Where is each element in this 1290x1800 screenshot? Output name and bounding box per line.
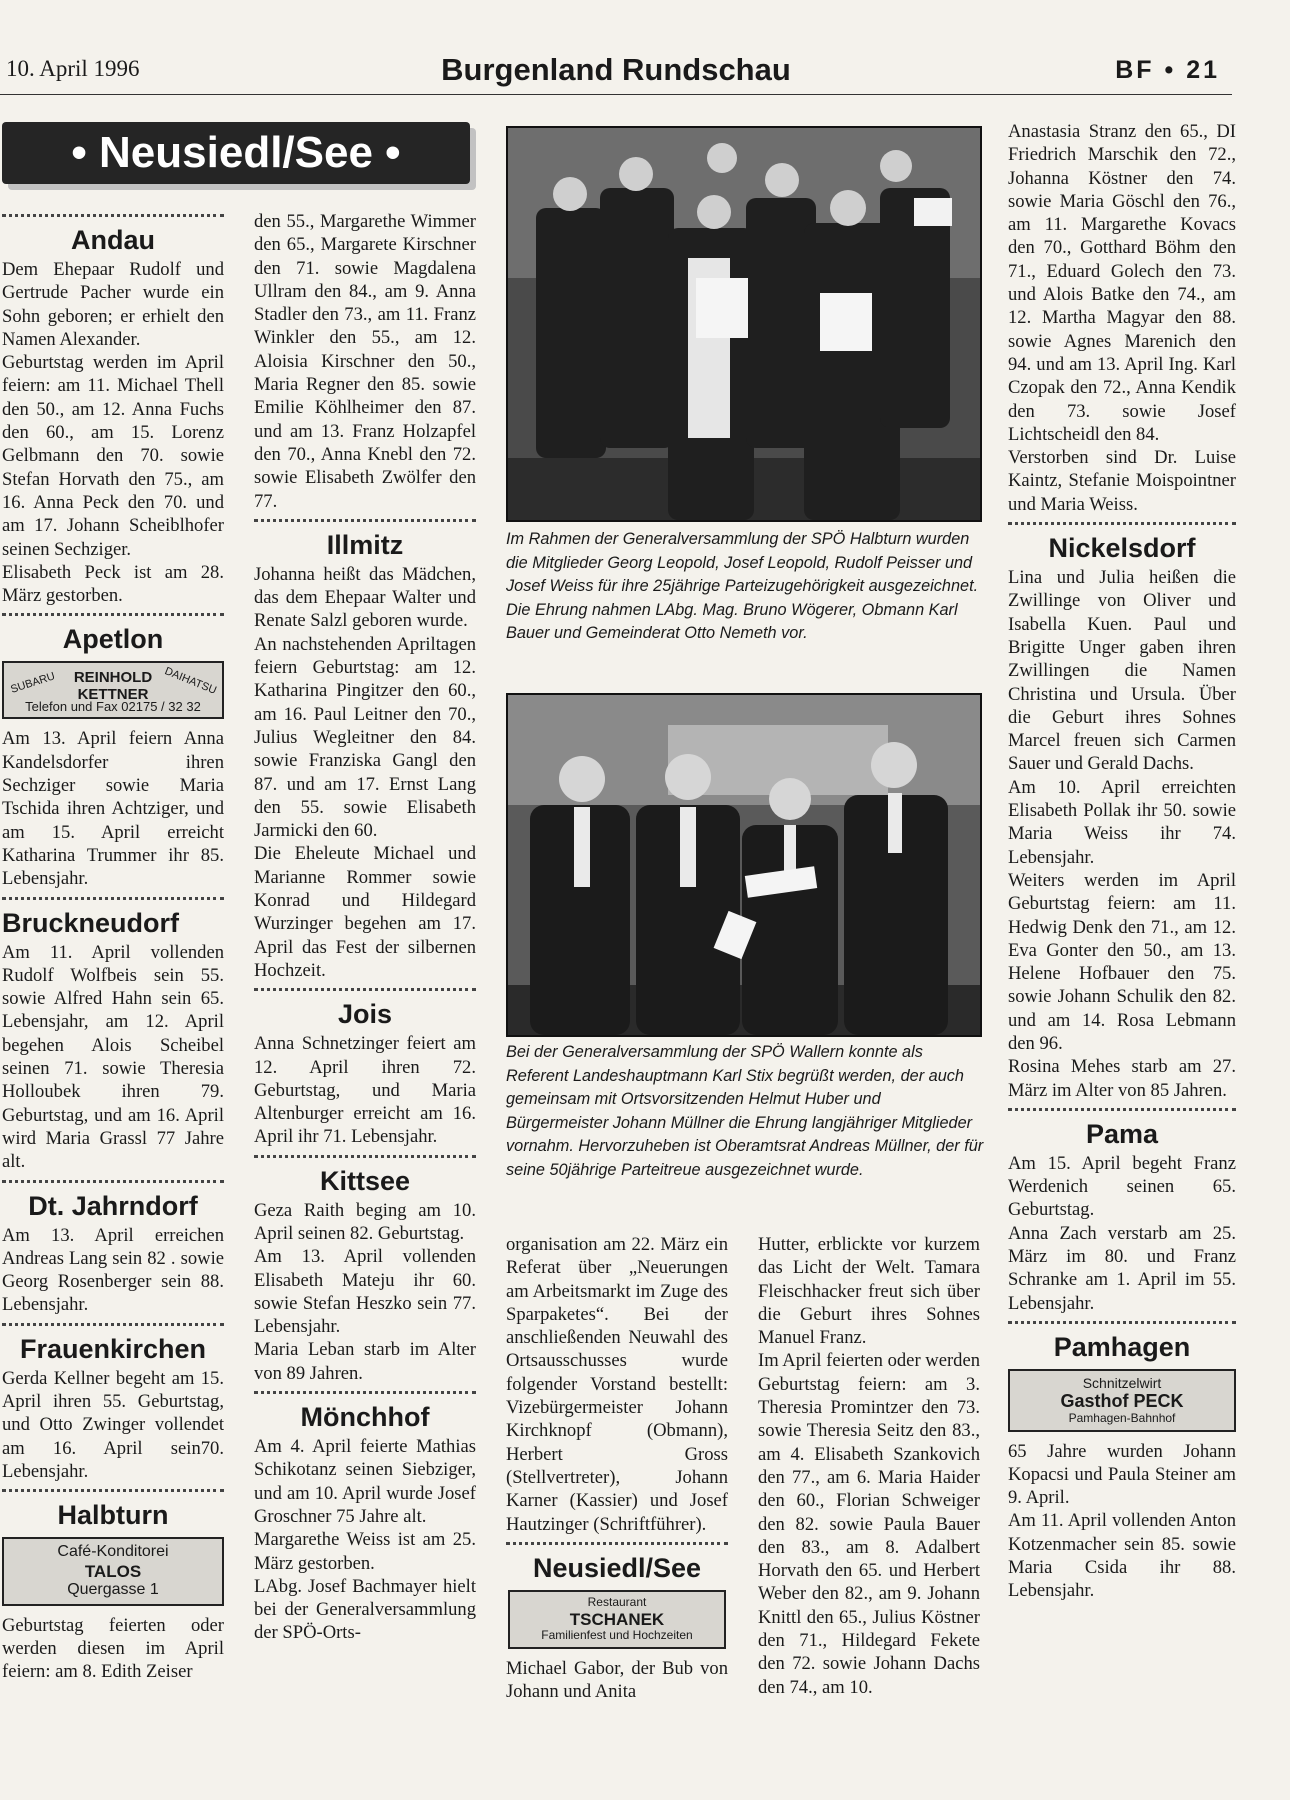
divider [2,897,224,900]
divider [2,613,224,616]
article-text: Geburtstag werden im April feiern: am 11. Michael Thell den 50., am 12. Anna Fuchs den 60., am 15. Lorenz Gelbmann den 70. sowie Stefan Horvath den 75., am 16. Anna Peck den 70. und am 17. Johann Scheiblhofer seinen Sechziger. [2,352,224,560]
article-text: Hutter, erblickte vor kurzem das Licht der Welt. Tamara Fleischhacker freut sich über die Geburt ihres Sohnes Manuel Franz. [758,1234,980,1349]
article-text: Die Eheleute Michael und Marianne Rommer sowie Konrad und Hildegard Wurzinger begehen am 17. April das Fest der silbernen Hochzeit. [254,843,476,981]
divider [1008,522,1236,525]
heading-illmitz: Illmitz [326,529,404,560]
divider [254,988,476,991]
ad-line: Familienfest und Hochzeiten [541,1628,693,1643]
article-text: Gerda Kellner begeht am 15. April ihren 55. Geburtstag, und Otto Zwinger vollendet am 16. April sein70. Lebensjahr. [2,1367,224,1482]
article-text: Elisabeth Peck ist am 28. März gestorben. [2,561,224,607]
ad-line: Pamhagen-Bahnhof [1068,1410,1176,1425]
divider [1008,1321,1236,1324]
article-text: Verstorben sind Dr. Luise Kaintz, Stefanie Moispointner und Maria Weiss. [1008,447,1236,515]
ad-line: Schnitzelwirt [1082,1374,1162,1391]
heading-andau: Andau [71,225,155,255]
article-text: Am 13. April erreichen Andreas Lang sein 82 . sowie Georg Rosenberger sein 88. Lebensjahr. [2,1224,224,1316]
article-text: Margarethe Weiss ist am 25. März gestorben. [254,1529,476,1574]
article-text: Am 15. April begeht Franz Werdenich seinen 65. Geburtstag. [1008,1152,1236,1221]
divider [1008,1108,1236,1111]
article-text: Anna Schnetzinger feiert am 12. April ihren 72. Geburtstag, und Maria Altenburger erreicht am 16. April ihr 71. Lebensjahr. [254,1033,476,1148]
article-text: Am 10. April erreichten Elisabeth Pollak ihr 50. sowie Maria Weiss ihr 74. Lebensjahr. [1008,776,1236,868]
column-1 [2,210,224,1683]
divider [254,1155,476,1158]
article-text: Lina und Julia heißen die Zwillinge von Oliver und Isabella Kuen. Paul und Brigitte Unger gaben ihren Zwillingen die Namen Christina und Ursula. Über die Geburt ihres Sohnes Marcel freuen sich Carmen Sauer und Gerald Dachs. [1008,567,1236,775]
ad-phone: Telefon und Fax 02175 / 32 32 [25,698,201,714]
heading-pama: Pama [1085,1118,1159,1149]
article-text: Geza Raith beging am 10. April seinen 82. Geburtstag. [254,1199,476,1244]
heading-kittsee: Kittsee [319,1165,411,1196]
ad-kettner [2,661,224,719]
divider [2,214,224,217]
newspaper-title: Burgenland Rundschau [441,52,791,87]
article-text: den 55., Margarethe Wimmer den 65., Margarete Kirschner den 71. sowie Magdalena Ullram den 84., am 9. Anna Stadler den 73., am 11. Franz Winkler den 55., am 12. Aloisia Kirschner den 50., Maria Regner den 85. sowie Emilie Köhlheimer den 87. und am 13. Franz Holzapfel den 70., Anna Knebl den 72. sowie Elisabeth Zwölfer den 77. [254,211,476,512]
ad-brand-left: SUBARU [9,670,57,697]
section-banner: • Neusiedl/See • [2,122,470,184]
divider [506,1542,728,1545]
article-text: Rosina Mehes starb am 27. März im Alter von 85 Jahren. [1008,1056,1236,1101]
heading-moenchhof: Mönchhof [300,1402,430,1433]
article-text: Am 11. April vollenden Rudolf Wolfbeis sein 55. sowie Alfred Hahn sein 65. Lebensjahr, am 12. April begehen Alois Scheibel seinen 71. sowie Theresia Holloubek ihren 79. Geburtstag, und am 16. April wird Maria Grassl 77 Jahre alt. [2,941,224,1173]
photo-caption-wallern: Bei der Generalversammlung der SPÖ Wallern konnte als Referent Landeshauptmann Karl Stix begrüßt werden, der auch gemeinsam mit Ortsvorsitzenden Helmut Huber und Bürgermeister Johann Müllner die Ehrung langjähriger Mitglieder vornahm. Hervorzuheben ist Oberamtsrat Andreas Müllner, der für seine 50jährige Parteitreue ausgezeichnet wurde. [506,1043,984,1179]
photo-caption-halbturn: Im Rahmen der Generalversammlung der SPÖ Halbturn wurden die Mitglieder Georg Leopold, Josef Leopold, Rudolf Peisser und Josef Weiss für ihre 25jährige Parteizugehörigkeit ausgezeichnet. Die Ehrung nahmen LAbg. Mag. Bruno Wögerer, Obmann Karl Bauer und Gemeinderat Otto Nemeth vor. [506,530,979,642]
heading-frauenkirchen: Frauenkirchen [19,1333,207,1364]
divider [2,1323,224,1326]
heading-halbturn: Halbturn [57,1500,169,1531]
article-text: Anna Zach verstarb am 25. März im 80. und Franz Schranke am 1. April im 55. Lebensjahr. [1008,1222,1236,1314]
ad-tschanek [508,1590,726,1649]
ad-line: Café-Konditorei [57,1543,169,1561]
ad-line: Quergasse 1 [67,1581,159,1599]
ad-name: REINHOLD KETTNER [73,669,153,704]
column-5 [1008,120,1236,1603]
article-text: Johanna heißt das Mädchen, das dem Ehepaar Walter und Renate Salzl geboren wurde. [254,563,476,632]
divider [2,1489,224,1492]
ad-line: TALOS [84,1561,142,1581]
column-3 [506,1233,728,1704]
photo-wallern-group [506,693,982,1037]
article-text: 65 Jahre wurden Johann Kopacsi und Paula Steiner am 9. April. [1008,1440,1236,1509]
ad-line: TSCHANEK [569,1609,665,1629]
divider [254,519,476,522]
page-number: BF • 21 [1115,56,1220,84]
ad-line: Gasthof PECK [1060,1391,1184,1412]
article-text: Maria Leban starb im Alter von 89 Jahren. [254,1339,476,1384]
photo-halbturn-image [508,128,980,520]
heading-nickelsdorf: Nickelsdorf [1048,533,1196,564]
ad-brand-right: DAIHATSU [163,665,219,698]
column-2 [254,210,476,1645]
article-text: Michael Gabor, der Bub von Johann und Anita [506,1658,728,1703]
article-text: LAbg. Josef Bachmayer hielt bei der Generalversammlung der SPÖ-Orts- [254,1575,476,1644]
article-text: Am 13. April feiern Anna Kandelsdorfer ihren Sechziger sowie Maria Tschida ihren Achtziger, und am 15. April erreicht Katharina Trummer ihr 85. Lebensjahr. [2,728,224,890]
ad-talos [2,1537,224,1605]
article-text: Anastasia Stranz den 65., DI Friedrich Marschik den 72., Johanna Köstner den 74. sowie Maria Göschl den 76., am 11. Margarethe Kovacs den 70., Gotthard Böhm den 71., Eduard Golech den 73. und Alois Batke den 74., am 12. Martha Magyar den 88. sowie Agnes Marenich den 94. und am 13. April Ing. Karl Czopak den 72., Anna Kendik den 73. sowie Josef Lichtscheidl den 84. [1008,121,1236,445]
article-text: Am 13. April vollenden Elisabeth Mateju ihr 60. sowie Stefan Heszko sein 77. Lebensjahr. [254,1246,476,1338]
article-text: Geburtstag feierten oder werden diesen im April feiern: am 8. Edith Zeiser [2,1614,224,1683]
page-header [0,52,1232,95]
heading-neusiedl-see: Neusiedl/See [532,1552,702,1583]
article-text: Am 4. April feierte Mathias Schikotanz seinen Siebziger, und am 10. April wurde Josef Groschner 75 Jahre alt. [254,1436,476,1527]
heading-pamhagen: Pamhagen [1053,1331,1191,1362]
divider [254,1391,476,1394]
heading-bruckneudorf: Bruckneudorf [2,907,180,938]
article-text: organisation am 22. März ein Referat über „Neuerungen am Arbeitsmarkt im Zuge des Sparpaketes“. Bei der anschließenden Neuwahl des Ortsausschusses wurde folgender Vorstand bestellt: Vizebürgermeister Johann Kirchknopf (Obmann), Herbert Gross (Stellvertreter), Johann Karner (Kassier) und Josef Hautzinger (Schriftführer). [506,1234,728,1535]
ad-line: Restaurant [587,1594,647,1609]
article-text: Weiters werden im April Geburtstag feiern: am 11. Hedwig Denk den 71., am 12. Eva Gonter den 50., am 13. Helene Hofbauer den 75. sowie Johann Schulik den 82. und am 14. Rosa Lebmann den 96. [1008,869,1236,1054]
article-text: Im April feierten oder werden Geburtstag feiern: am 3. Theresia Promintzer den 73. sowie Theresia Seitz den 83., am 4. Elisabeth Szankovich den 77., am 6. Maria Haider den 60., Florian Schweiger den 82. sowie Paula Bauer den 83., am 8. Adalbert Horvath den 65. und Herbert Weber den 82., am 9. Johann Knittl den 65., Julius Köstner den 71., Hildegard Fekete den 72. sowie Johann Dachs den 74., am 10. [758,1350,980,1698]
divider [2,1180,224,1183]
photo-halbturn-group [506,126,982,522]
heading-jois: Jois [337,999,393,1030]
photo-wallern-image [508,695,980,1035]
ad-gasthof-peck [1008,1369,1236,1432]
article-text: Dem Ehepaar Rudolf und Gertrude Pacher wurde ein Sohn geboren; er erhielt den Namen Alexander. [2,259,224,350]
article-text: An nachstehenden Apriltagen feiern Geburtstag: am 12. Katharina Pingitzer den 60., am 16. Paul Leitner den 70., Julius Wegleitner den 84. sowie Franziska Gangl den 87. und am 17. Ernst Lang den 55. sowie Elisabeth Jarmicki den 60. [254,633,476,842]
heading-apetlon: Apetlon [62,624,164,655]
issue-date: 10. April 1996 [6,56,140,81]
heading-dt-jahrndorf: Dt. Jahrndorf [28,1190,198,1221]
column-4 [758,1233,980,1699]
article-text: Am 11. April vollenden Anton Kotzenmacher sein 85. sowie Maria Csida ihr 88. Lebensjahr. [1008,1510,1236,1602]
